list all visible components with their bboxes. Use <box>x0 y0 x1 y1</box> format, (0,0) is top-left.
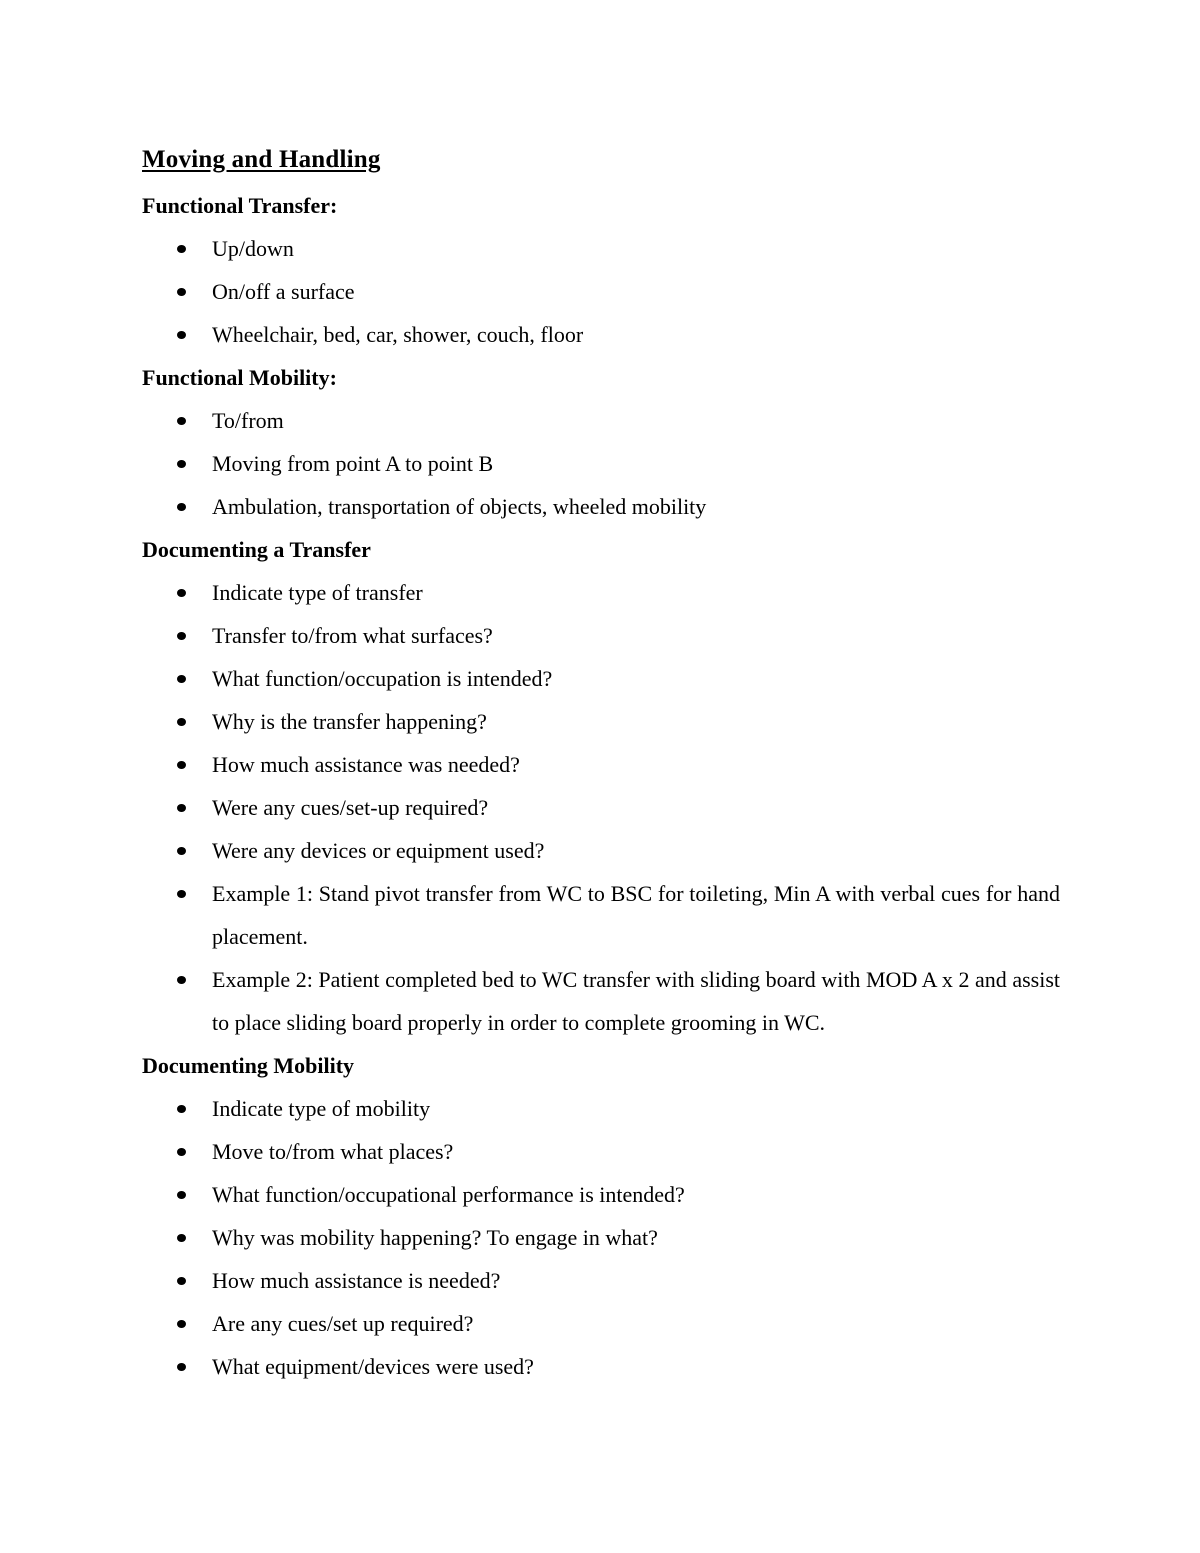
bullet-icon <box>177 847 186 855</box>
document-sections <box>142 184 1060 1388</box>
document-section <box>142 356 1060 528</box>
list-item-text: Up/down <box>212 236 294 261</box>
list-item-text: How much assistance was needed? <box>212 752 520 777</box>
bullet-icon <box>177 718 186 726</box>
bullet-icon <box>177 890 186 898</box>
list-item <box>142 614 1060 657</box>
list-item-text: Why was mobility happening? To engage in what? <box>212 1225 658 1250</box>
list-item-text: Were any devices or equipment used? <box>212 838 545 863</box>
list-item <box>142 700 1060 743</box>
list-item <box>142 442 1060 485</box>
document-body <box>142 140 1060 1388</box>
bullet-icon <box>177 288 186 296</box>
document-section <box>142 184 1060 356</box>
list-item <box>142 1302 1060 1345</box>
list-item <box>142 270 1060 313</box>
list-item-text: What function/occupational performance is intended? <box>212 1182 685 1207</box>
bullet-icon <box>177 503 186 511</box>
bullet-icon <box>177 1234 186 1242</box>
bullet-icon <box>177 1148 186 1156</box>
list-item <box>142 227 1060 270</box>
section-heading: Documenting a Transfer <box>142 537 371 562</box>
list-item-text: Example 2: Patient completed bed to WC transfer with sliding board with MOD A x 2 and assist to place sliding board properly in order to complete grooming in WC. <box>212 967 1060 1035</box>
list-item-text: What function/occupation is intended? <box>212 666 553 691</box>
bullet-icon <box>177 245 186 253</box>
bullet-icon <box>177 1277 186 1285</box>
bullet-icon <box>177 1363 186 1371</box>
list-item-text: To/from <box>212 408 284 433</box>
document-section <box>142 1044 1060 1388</box>
list-item <box>142 1345 1060 1388</box>
list-item <box>142 743 1060 786</box>
list-item-text: Example 1: Stand pivot transfer from WC to BSC for toileting, Min A with verbal cues for hand placement. <box>212 881 1060 949</box>
section-heading: Functional Mobility: <box>142 365 337 390</box>
bullet-list <box>142 227 1060 356</box>
bullet-icon <box>177 1105 186 1113</box>
bullet-icon <box>177 1320 186 1328</box>
bullet-icon <box>177 460 186 468</box>
bullet-icon <box>177 417 186 425</box>
bullet-list <box>142 1087 1060 1388</box>
list-item-text: Indicate type of transfer <box>212 580 423 605</box>
list-item <box>142 786 1060 829</box>
list-item-text: Are any cues/set up required? <box>212 1311 474 1336</box>
list-item <box>142 1087 1060 1130</box>
list-item <box>142 1259 1060 1302</box>
bullet-list <box>142 571 1060 1044</box>
list-item-text: Transfer to/from what surfaces? <box>212 623 493 648</box>
bullet-icon <box>177 976 186 984</box>
bullet-icon <box>177 761 186 769</box>
list-item-text: Ambulation, transportation of objects, wheeled mobility <box>212 494 707 519</box>
bullet-icon <box>177 1191 186 1199</box>
list-item <box>142 399 1060 442</box>
list-item <box>142 657 1060 700</box>
section-heading: Functional Transfer: <box>142 193 338 218</box>
list-item-text: Move to/from what places? <box>212 1139 454 1164</box>
bullet-icon <box>177 675 186 683</box>
list-item-text: Were any cues/set-up required? <box>212 795 489 820</box>
list-item <box>142 1216 1060 1259</box>
list-item-text: Indicate type of mobility <box>212 1096 431 1121</box>
list-item <box>142 829 1060 872</box>
bullet-list <box>142 399 1060 528</box>
list-item-text: How much assistance is needed? <box>212 1268 501 1293</box>
list-item <box>142 1173 1060 1216</box>
bullet-icon <box>177 804 186 812</box>
list-item-text: On/off a surface <box>212 279 355 304</box>
list-item-text: Why is the transfer happening? <box>212 709 487 734</box>
list-item <box>142 485 1060 528</box>
list-item <box>142 872 1060 958</box>
bullet-icon <box>177 632 186 640</box>
document-title: Moving and Handling <box>142 146 381 173</box>
list-item <box>142 571 1060 614</box>
list-item-text: Wheelchair, bed, car, shower, couch, floor <box>212 322 584 347</box>
bullet-icon <box>177 331 186 339</box>
list-item <box>142 1130 1060 1173</box>
bullet-icon <box>177 589 186 597</box>
list-item-text: What equipment/devices were used? <box>212 1354 534 1379</box>
list-item <box>142 313 1060 356</box>
list-item <box>142 958 1060 1044</box>
section-heading: Documenting Mobility <box>142 1053 355 1078</box>
document-section <box>142 528 1060 1044</box>
list-item-text: Moving from point A to point B <box>212 451 494 476</box>
